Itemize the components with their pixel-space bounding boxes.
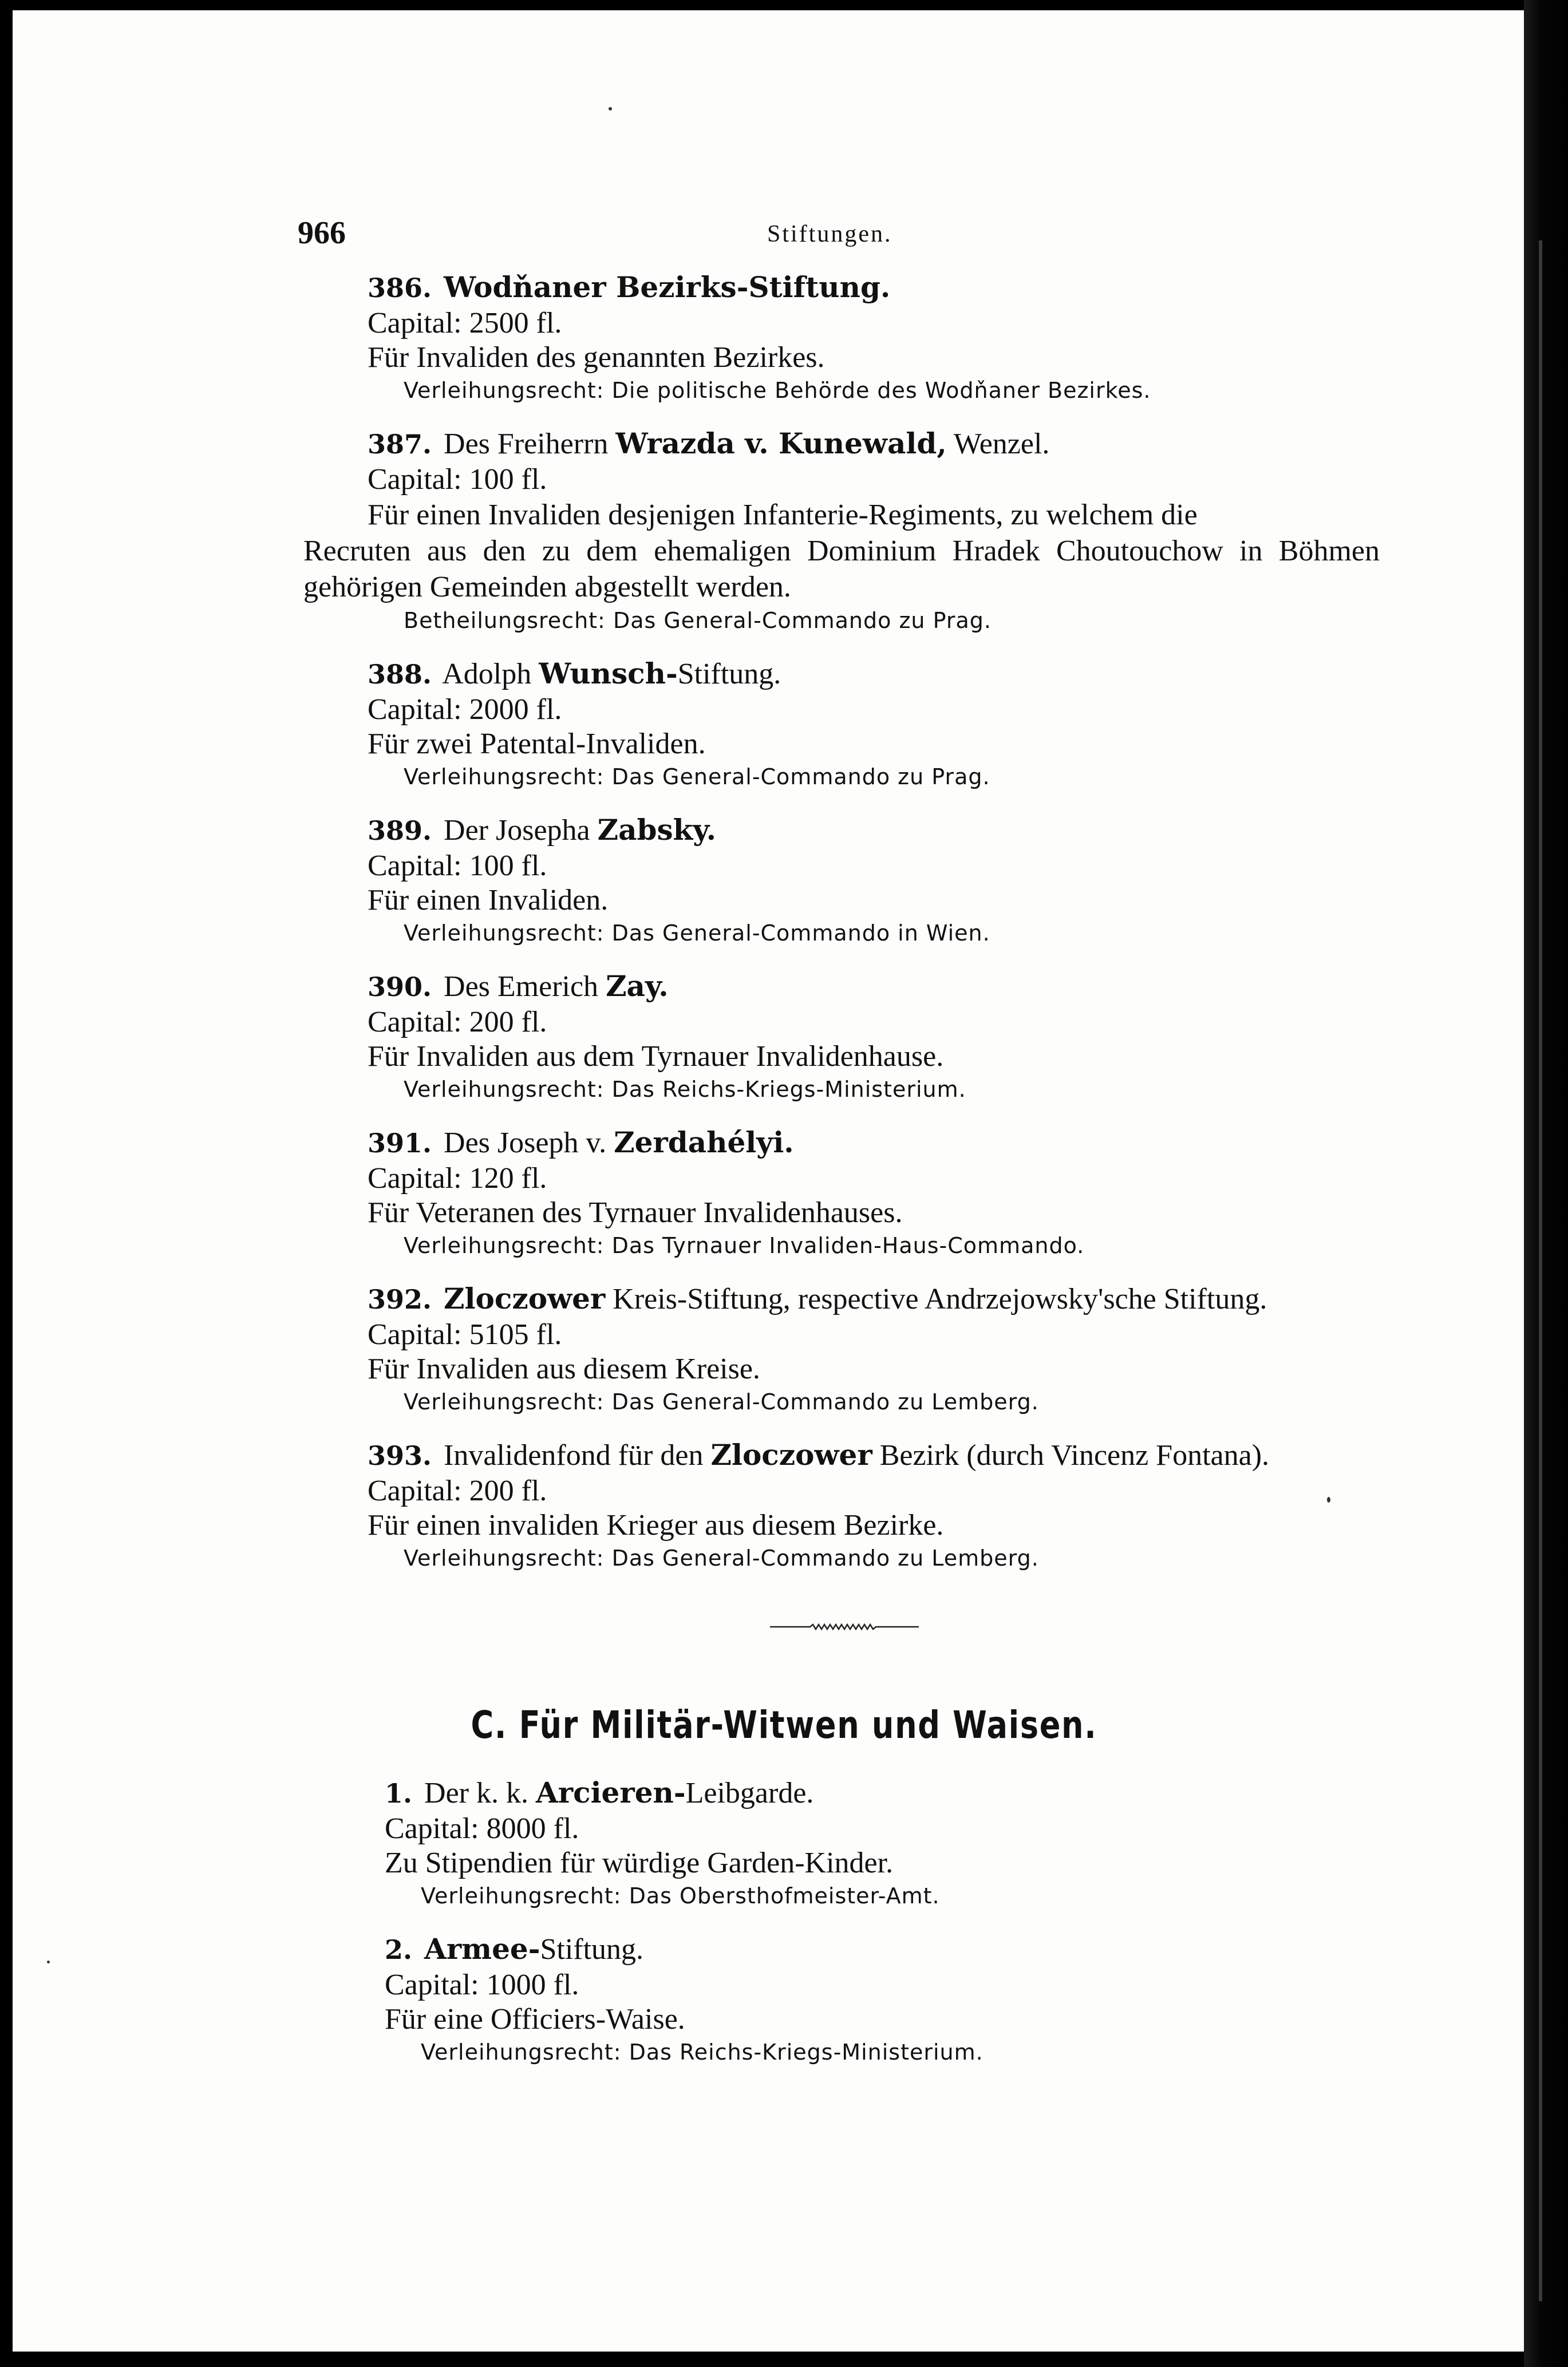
entry-number: 392. [368, 1284, 432, 1315]
entry-capital: Capital: 1000 fl. [385, 1969, 579, 2001]
entry-title [303, 1281, 1380, 1318]
entry-purpose: Für zwei Patental-Invaliden. [368, 728, 706, 760]
entry-capital: Capital: 120 fl. [368, 1162, 547, 1195]
entry-number: 386. [368, 272, 432, 303]
entry-name: Zloczower [710, 1438, 872, 1472]
section-heading: C. Für Militär-Witwen und Waisen. [471, 1703, 1097, 1747]
entries-list [303, 269, 1380, 1593]
entry-purpose: Für einen Invaliden desjenigen Infanterie-Regiments, zu welchem die [368, 499, 1198, 531]
entry-391 [303, 1124, 1380, 1261]
scan-border [1524, 0, 1568, 2367]
entry-purpose: Für einen Invaliden. [368, 884, 609, 916]
entry-387 [303, 425, 1380, 636]
entry-390 [303, 968, 1380, 1105]
entry-393 [303, 1437, 1380, 1574]
entry-name: Arcieren- [535, 1776, 686, 1809]
entry-title-post: Leibgarde. [685, 1777, 814, 1809]
entry-title [303, 1124, 1380, 1161]
page-number: 966 [298, 215, 346, 251]
entry-right: Betheilungsrecht: Das General-Commando zu Prag. [404, 608, 992, 633]
entry-title-pre: Der Josepha [444, 814, 590, 847]
entry-title-pre: Der k. k. [424, 1777, 528, 1809]
entry-title-post: Wenzel. [953, 428, 1050, 460]
entry-capital: Capital: 100 fl. [368, 463, 547, 496]
entry-capital: Capital: 200 fl. [368, 1006, 547, 1038]
entry-name: Armee- [424, 1932, 540, 1966]
entry-right: Verleihungsrecht: Das General-Commando zu Prag. [404, 764, 990, 789]
entry-capital: Capital: 2500 fl. [368, 307, 562, 339]
entry-purpose: Für Invaliden aus dem Tyrnauer Invalidenhause. [368, 1040, 944, 1073]
entry-right: Verleihungsrecht: Das General-Commando in Wien. [404, 920, 990, 946]
entry-title-pre: Invalidenfond für den [444, 1439, 704, 1472]
entry-title-pre: Des Freiherrn [444, 428, 609, 460]
entry-name: Zerdahélyi. [614, 1125, 794, 1159]
entry-purpose: Zu Stipendien für würdige Garden-Kinder. [385, 1847, 894, 1879]
binding-edge [1539, 240, 1542, 2301]
entry-392 [303, 1281, 1380, 1417]
entry-name: Zabsky. [597, 813, 717, 847]
section-divider [770, 1621, 919, 1633]
entry-title-pre: Des Joseph v. [444, 1127, 607, 1159]
entry-title-post: Kreis-Stiftung, respective Andrzejowsky'sche Stiftung. [613, 1283, 1267, 1315]
entry-number: 391. [368, 1128, 432, 1159]
entry-title [303, 968, 1380, 1005]
entry-purpose-cont: Recruten aus den zu dem ehemaligen Dominium Hradek Choutouchow in Böhmen gehörigen Gemeinden abgestellt werden. [303, 535, 1380, 603]
entry-right: Verleihungsrecht: Das Reichs-Kriegs-Ministerium. [421, 2040, 984, 2065]
entry-right: Verleihungsrecht: Das General-Commando zu Lemberg. [404, 1389, 1039, 1414]
entry-right: Verleihungsrecht: Das General-Commando zu Lemberg. [404, 1546, 1039, 1571]
entry-capital: Capital: 200 fl. [368, 1475, 547, 1507]
entry-title-post: Stiftung. [677, 658, 781, 690]
entry-title-post: Stiftung. [540, 1933, 644, 1966]
entry-purpose: Für einen invaliden Krieger aus diesem Bezirke. [368, 1509, 944, 1542]
running-head: Stiftungen. [767, 221, 892, 247]
entry-capital: Capital: 8000 fl. [385, 1812, 579, 1845]
entry-title [303, 812, 1380, 849]
entry-title-pre: Des Emerich [444, 970, 599, 1003]
entry-name: Wrazda v. Kunewald, [615, 426, 947, 460]
entry-number: 389. [368, 815, 432, 846]
entry-right: Verleihungsrecht: Die politische Behörde des Wodňaner Bezirkes. [404, 378, 1151, 403]
entry-title [321, 1775, 1397, 1812]
entry-title [303, 269, 1380, 306]
entry-388 [303, 655, 1380, 792]
entry-purpose: Für eine Officiers-Waise. [385, 2003, 685, 2036]
page-header [298, 215, 1374, 255]
entry-name: Wunsch- [539, 657, 678, 690]
entry-title [303, 655, 1380, 693]
entry-capital: Capital: 2000 fl. [368, 693, 562, 726]
entry-number: 2. [385, 1934, 413, 1965]
entry-number: 388. [368, 659, 432, 690]
entry-title [321, 1931, 1397, 1968]
entry-number: 387. [368, 429, 432, 460]
entry-purpose: Für Invaliden des genannten Bezirkes. [368, 341, 825, 374]
entry-right: Verleihungsrecht: Das Reichs-Kriegs-Ministerium. [404, 1077, 966, 1102]
section-entry-2 [321, 1931, 1397, 2068]
entry-title-pre: Adolph [442, 658, 532, 690]
entry-number: 393. [368, 1440, 432, 1471]
entry-purpose: Für Invaliden aus diesem Kreise. [368, 1353, 760, 1385]
entry-name: Zay. [606, 969, 669, 1003]
entry-purpose: Für Veteranen des Tyrnauer Invalidenhauses. [368, 1196, 903, 1229]
entry-capital: Capital: 100 fl. [368, 849, 547, 882]
entry-right: Verleihungsrecht: Das Tyrnauer Invaliden-Haus-Commando. [404, 1233, 1085, 1258]
section-entries [321, 1775, 1397, 2087]
entry-title [303, 1437, 1380, 1474]
speck [609, 107, 612, 110]
entry-title-post: Bezirk (durch Vincenz Fontana). [879, 1439, 1270, 1472]
entry-name: Zloczower [444, 1282, 606, 1315]
entry-number: 390. [368, 971, 432, 1002]
entry-name: Wodňaner Bezirks-Stiftung. [444, 270, 891, 304]
entry-389 [303, 812, 1380, 949]
entry-right: Verleihungsrecht: Das Obersthofmeister-Amt. [421, 1883, 940, 1908]
speck [47, 1961, 50, 1963]
entry-386 [303, 269, 1380, 406]
section-entry-1 [321, 1775, 1397, 1911]
entry-capital: Capital: 5105 fl. [368, 1318, 562, 1351]
entry-number: 1. [385, 1778, 413, 1809]
entry-title [303, 425, 1380, 463]
